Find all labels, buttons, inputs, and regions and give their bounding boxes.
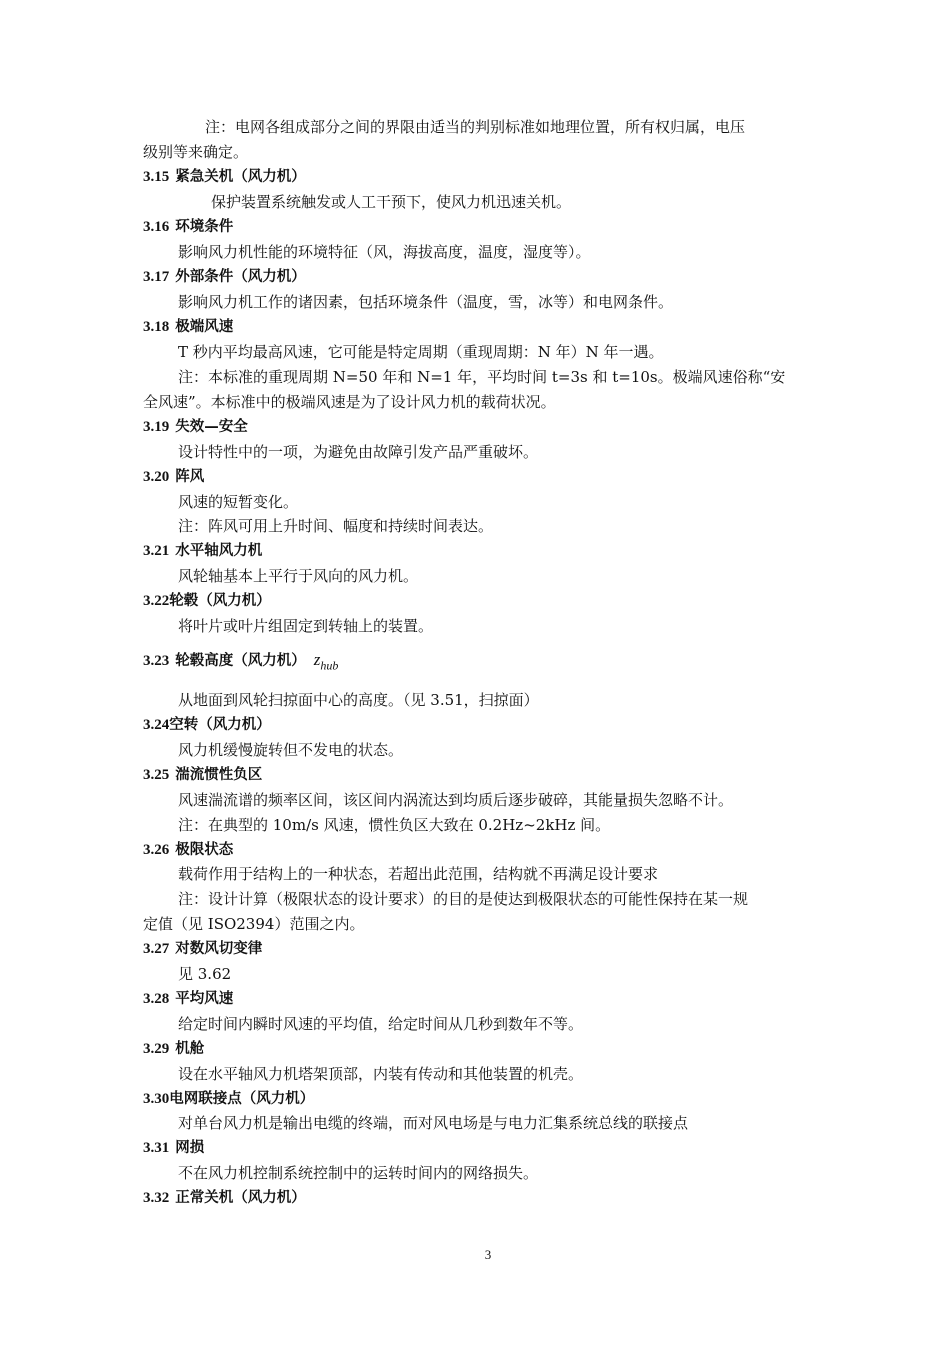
section-title: 湍流惯性负区 bbox=[175, 767, 263, 783]
section-title: 阵风 bbox=[175, 469, 205, 485]
section-number: 3.15 bbox=[143, 169, 170, 185]
section-heading-3-27 bbox=[143, 939, 262, 959]
section-title: 轮毂（风力机） bbox=[169, 593, 271, 609]
definition-text: 载荷作用于结构上的一种状态，若超出此范围，结构就不再满足设计要求 bbox=[178, 865, 659, 883]
section-heading-3-22 bbox=[143, 591, 271, 611]
section-heading-3-24 bbox=[143, 715, 271, 735]
definition-text: 设在水平轴风力机塔架顶部，内装有传动和其他装置的机壳。 bbox=[178, 1065, 584, 1083]
section-heading-3-32 bbox=[143, 1188, 306, 1208]
section-title: 平均风速 bbox=[175, 991, 234, 1007]
note-text: 注：在典型的 10m/s 风速，惯性负区大致在 0.2Hz~2kHz 间。 bbox=[178, 816, 611, 834]
note-text: 注：设计计算（极限状态的设计要求）的目的是使达到极限状态的可能性保持在某一规 bbox=[178, 890, 749, 908]
definition-text: 影响风力机工作的诸因素，包括环境条件（温度，雪，冰等）和电网条件。 bbox=[178, 293, 674, 311]
note-text: 定值（见 ISO2394）范围之内。 bbox=[143, 915, 365, 933]
section-heading-3-28 bbox=[143, 989, 233, 1009]
section-title: 失效—安全 bbox=[175, 419, 248, 435]
definition-text: 对单台风力机是输出电缆的终端，而对风电场是与电力汇集系统总线的联接点 bbox=[178, 1114, 689, 1132]
definition-text: T 秒内平均最高风速，它可能是特定周期（重现周期：N 年）N 年一遇。 bbox=[178, 343, 664, 361]
section-title: 水平轴风力机 bbox=[175, 543, 263, 559]
definition-text: 风速的短暂变化。 bbox=[178, 493, 299, 511]
section-heading-3-18 bbox=[143, 317, 233, 337]
definition-text: 风轮轴基本上平行于风向的风力机。 bbox=[178, 567, 419, 585]
section-heading-3-25 bbox=[143, 765, 262, 785]
definition-text: 风速湍流谱的频率区间，该区间内涡流达到均质后逐步破碎，其能量损失忽略不计。 bbox=[178, 791, 734, 809]
intro-note-line-1: 注：电网各组成部分之间的界限由适当的判别标准如地理位置，所有权归属，电压 bbox=[205, 118, 746, 136]
note-text: 注：本标准的重现周期 N=50 年和 N=1 年，平均时间 t=3s 和 t=10s。极端风速俗称“安 bbox=[178, 368, 786, 386]
note-text: 全风速”。本标准中的极端风速是为了设计风力机的载荷状况。 bbox=[143, 393, 556, 411]
section-title: 轮毂高度（风力机） bbox=[175, 653, 306, 669]
section-heading-3-23 bbox=[143, 650, 338, 675]
section-title: 机舱 bbox=[175, 1041, 205, 1057]
definition-text: 从地面到风轮扫掠面中心的高度。（见 3.51，扫掠面） bbox=[178, 691, 539, 709]
section-number: 3.18 bbox=[143, 319, 170, 335]
definition-text: 设计特性中的一项，为避免由故障引发产品严重破坏。 bbox=[178, 443, 539, 461]
section-number: 3.32 bbox=[143, 1190, 170, 1206]
definition-text: 风力机缓慢旋转但不发电的状态。 bbox=[178, 741, 404, 759]
section-heading-3-30 bbox=[143, 1089, 314, 1109]
section-title: 对数风切变律 bbox=[175, 941, 263, 957]
section-heading-3-16 bbox=[143, 217, 233, 237]
definition-text: 不在风力机控制系统控制中的运转时间内的网络损失。 bbox=[178, 1164, 539, 1182]
section-heading-3-20 bbox=[143, 467, 204, 487]
section-heading-3-26 bbox=[143, 840, 233, 860]
section-title: 外部条件（风力机） bbox=[175, 269, 306, 285]
section-number: 3.24 bbox=[143, 717, 170, 733]
section-heading-3-21 bbox=[143, 541, 262, 561]
note-text: 注：阵风可用上升时间、幅度和持续时间表达。 bbox=[178, 517, 494, 535]
section-number: 3.22 bbox=[143, 593, 170, 609]
section-title: 正常关机（风力机） bbox=[175, 1190, 306, 1206]
section-number: 3.21 bbox=[143, 543, 170, 559]
section-heading-3-15 bbox=[143, 167, 306, 187]
definition-text: 影响风力机性能的环境特征（风，海拔高度，温度，湿度等）。 bbox=[178, 243, 591, 261]
section-number: 3.23 bbox=[143, 653, 170, 669]
section-number: 3.25 bbox=[143, 767, 170, 783]
section-title: 极限状态 bbox=[175, 842, 234, 858]
section-title: 环境条件 bbox=[175, 219, 234, 235]
section-title: 空转（风力机） bbox=[169, 717, 271, 733]
section-number: 3.20 bbox=[143, 469, 170, 485]
definition-text: 保护装置系统触发或人工干预下，使风力机迅速关机。 bbox=[211, 193, 572, 211]
section-number: 3.17 bbox=[143, 269, 170, 285]
section-number: 3.29 bbox=[143, 1041, 170, 1057]
definition-text: 给定时间内瞬时风速的平均值，给定时间从几秒到数年不等。 bbox=[178, 1015, 584, 1033]
section-title: 极端风速 bbox=[175, 319, 234, 335]
section-number: 3.28 bbox=[143, 991, 170, 1007]
section-heading-3-29 bbox=[143, 1039, 204, 1059]
definition-text: 见 3.62 bbox=[178, 965, 232, 983]
section-title: 网损 bbox=[175, 1140, 205, 1156]
section-number: 3.26 bbox=[143, 842, 170, 858]
section-number: 3.30 bbox=[143, 1091, 170, 1107]
section-number: 3.16 bbox=[143, 219, 170, 235]
section-number: 3.19 bbox=[143, 419, 170, 435]
section-title: 紧急关机（风力机） bbox=[175, 169, 306, 185]
section-number: 3.27 bbox=[143, 941, 170, 957]
definition-text: 将叶片或叶片组固定到转轴上的装置。 bbox=[178, 617, 434, 635]
section-heading-3-31 bbox=[143, 1138, 204, 1158]
section-heading-3-19 bbox=[143, 417, 248, 437]
page-number: 3 bbox=[484, 1247, 492, 1262]
intro-note-line-2: 级别等来确定。 bbox=[143, 143, 249, 161]
section-heading-3-17 bbox=[143, 267, 306, 287]
section-title: 电网联接点（风力机） bbox=[169, 1091, 315, 1107]
section-number: 3.31 bbox=[143, 1140, 170, 1156]
hub-height-symbol: $z_{hub}$ bbox=[313, 650, 339, 673]
